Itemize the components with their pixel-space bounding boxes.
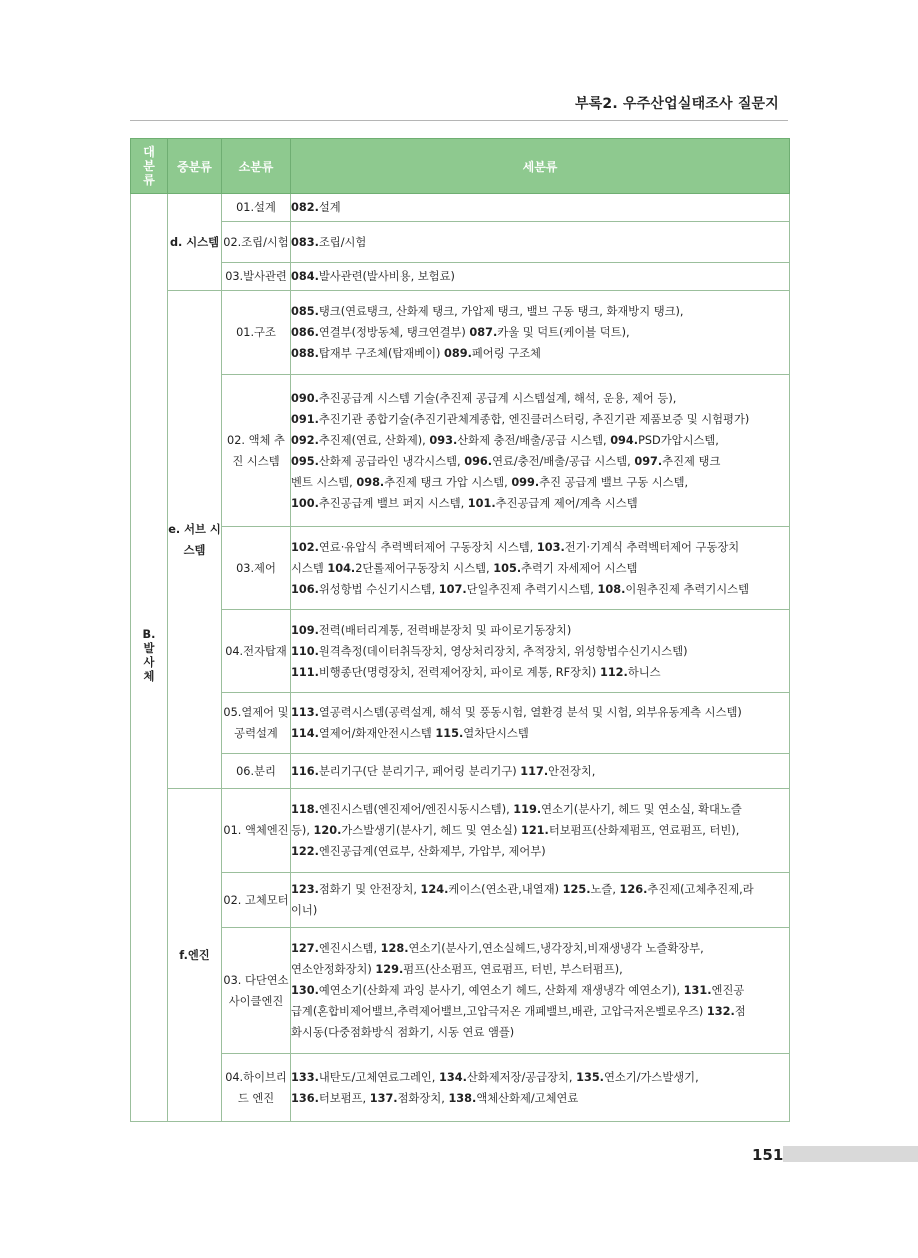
- detail-line: [291, 197, 789, 218]
- table-row: [131, 693, 790, 754]
- item-label: 엔진공급계(연료부, 산화제부, 가압부, 제어부): [318, 845, 546, 858]
- item-code: 112.: [599, 665, 628, 679]
- item-label: 화시동(다중점화방식 점화기, 시동 연료 앰플): [291, 1026, 515, 1039]
- item-label: 발사관련(발사비용, 보험료): [318, 270, 455, 283]
- item-code: 085.: [291, 305, 319, 318]
- item-code: 086.: [291, 326, 319, 339]
- small-category-cell: 02. 액체 추진 시스템: [222, 375, 291, 527]
- item-code: 125.: [562, 883, 591, 896]
- item-code: 109.: [291, 623, 319, 637]
- item-code: 091.: [291, 412, 319, 426]
- table-header-row: [131, 139, 790, 194]
- item-label: 탱크(연료탱크, 산화제 탱크, 가압제 탱크, 밸브 구동 탱크, 화재방지 탱크),: [318, 305, 684, 318]
- item-code: 128.: [380, 942, 409, 955]
- item-code: 123.: [291, 883, 319, 896]
- item-code: 089.: [444, 347, 472, 360]
- header-detail: 세분류: [291, 139, 790, 194]
- item-code: 113.: [291, 706, 319, 719]
- item-label: 터보펌프,: [318, 1091, 367, 1105]
- item-label: 산화제저장/공급장치,: [466, 1070, 573, 1084]
- detail-line: [291, 641, 789, 662]
- small-category-cell: 01.구조: [222, 291, 291, 375]
- item-code: 083.: [291, 235, 319, 249]
- item-label: 연료·유압식 추력벡터제어 구동장치 시스템,: [318, 540, 534, 554]
- item-label: 페어링 구조체: [471, 347, 541, 360]
- item-label: 엔진공: [711, 984, 745, 997]
- detail-line: [291, 841, 789, 862]
- item-label: 카울 및 덕트(케이블 덕트),: [497, 326, 630, 339]
- item-label: 추진기관 종합기술(추진기관체계종합, 엔진클러스터링, 추진기관 제품보증 및 시험평가): [318, 412, 750, 426]
- item-code: 117.: [520, 764, 549, 778]
- item-code: 107.: [438, 582, 467, 596]
- table-row: [131, 610, 790, 693]
- item-code: 088.: [291, 347, 319, 360]
- item-code: 132.: [706, 1005, 735, 1018]
- table-row: [131, 928, 790, 1054]
- detail-cell: [291, 291, 790, 375]
- item-label: 내탄도/고체연료그레인,: [318, 1070, 436, 1084]
- item-label: 연소기/가스발생기,: [603, 1070, 699, 1084]
- detail-line: [291, 723, 789, 744]
- detail-line: [291, 472, 789, 493]
- detail-line: [291, 388, 789, 409]
- item-label: 노즐,: [590, 883, 616, 896]
- detail-line: [291, 938, 789, 959]
- item-label: 추진제(연료, 산화제),: [318, 433, 426, 447]
- detail-line: [291, 980, 789, 1001]
- table-row: [131, 291, 790, 375]
- item-label: 엔진시스템,: [318, 942, 378, 955]
- header-middle: 중분류: [168, 139, 222, 194]
- item-label: 점: [734, 1005, 746, 1018]
- item-label: 열공력시스템(공력설계, 해석 및 풍동시험, 열환경 분석 및 시험, 외부유동계측 시스템): [318, 706, 742, 719]
- item-label: 추진 공급계 밸브 구동 시스템,: [539, 475, 689, 489]
- small-category-cell: 02. 고체모터: [222, 873, 291, 928]
- item-label: 추진공급계 제어/계측 시스템: [495, 496, 638, 510]
- item-label: 추진제(고체추진제,라: [647, 883, 754, 896]
- item-code: 111.: [291, 665, 319, 679]
- detail-line: [291, 322, 789, 343]
- table-row: [131, 754, 790, 789]
- table-row: [131, 1054, 790, 1122]
- item-label: 케이스(연소관,내열재): [448, 883, 560, 896]
- table-row: [131, 263, 790, 291]
- small-category-cell: 04.하이브리드 엔진: [222, 1054, 291, 1122]
- item-label: 추진제 탱크: [662, 454, 721, 468]
- item-label: 급계(혼합비제어밸브,추력제어밸브,고압극저온 개폐밸브,배관, 고압극저온벨로우즈): [291, 1005, 704, 1018]
- detail-cell: [291, 610, 790, 693]
- detail-line: [291, 662, 789, 683]
- small-category-cell: 03.발사관련: [222, 263, 291, 291]
- header-small: 소분류: [222, 139, 291, 194]
- item-code: 103.: [536, 540, 565, 554]
- classification-table: [130, 138, 790, 1122]
- item-label: 열제어/화재안전시스템: [318, 727, 432, 740]
- item-label: 연소기(분사기,연소실헤드,냉각장치,비재생냉각 노즐확장부,: [408, 942, 704, 955]
- item-code: 097.: [634, 454, 663, 468]
- item-code: 099.: [511, 475, 540, 489]
- header-divider: [130, 120, 788, 121]
- middle-category-cell: f.엔진: [168, 789, 222, 1122]
- item-code: 120.: [313, 824, 342, 837]
- item-label: 연소기(분사기, 헤드 및 연소실, 확대노즐: [541, 803, 742, 816]
- item-label: 2단롤제어구동장치 시스템,: [355, 561, 490, 575]
- item-label: 추진제 탱크 가압 시스템,: [384, 475, 508, 489]
- page-number: 151: [752, 1146, 784, 1164]
- item-code: 087.: [469, 326, 498, 339]
- item-label: 펌프(산소펌프, 연료펌프, 터빈, 부스터펌프),: [403, 963, 623, 976]
- table-row: [131, 222, 790, 263]
- item-label: 액체산화제/고체연료: [476, 1091, 579, 1105]
- item-code: 114.: [291, 727, 319, 740]
- item-code: 134.: [439, 1070, 467, 1084]
- detail-line: [291, 579, 789, 600]
- small-category-cell: 03. 다단연소사이클엔진: [222, 928, 291, 1054]
- item-label: 가스발생기(분사기, 헤드 및 연소실): [341, 824, 518, 837]
- detail-line: [291, 879, 789, 900]
- item-label: 열차단시스템: [463, 727, 529, 740]
- item-code: 102.: [291, 540, 319, 554]
- item-label: 추진공급계 시스템 기술(추진제 공급계 시스템설계, 해석, 운용, 제어 등),: [318, 391, 677, 405]
- table-row: [131, 194, 790, 222]
- item-label: 원격측정(데이터취득장치, 영상처리장치, 추적장치, 위성항법수신기시스템): [318, 644, 688, 658]
- item-code: 108.: [597, 582, 626, 596]
- item-label: 전력(배터리계통, 전력배분장치 및 파이로기동장치): [318, 623, 572, 637]
- item-label: PSD가압시스템,: [638, 433, 719, 447]
- item-code: 137.: [369, 1091, 398, 1105]
- detail-line: [291, 620, 789, 641]
- middle-category-cell: d. 시스템: [168, 194, 222, 291]
- item-code: 124.: [420, 883, 449, 896]
- detail-line: [291, 702, 789, 723]
- item-label: 이원추진제 추력기시스템: [625, 582, 749, 596]
- item-label: 점화기 및 안전장치,: [318, 883, 417, 896]
- item-code: 084.: [291, 270, 319, 283]
- item-label: 연료/충전/배출/공급 시스템,: [492, 454, 631, 468]
- detail-line: [291, 451, 789, 472]
- item-code: 116.: [291, 764, 319, 778]
- item-code: 093.: [429, 433, 458, 447]
- small-category-cell: 03.제어: [222, 527, 291, 610]
- item-label: 벤트 시스템,: [291, 475, 353, 489]
- major-category-cell: B. 발사체: [131, 194, 168, 1122]
- item-code: 126.: [619, 883, 648, 896]
- item-code: 110.: [291, 644, 319, 658]
- detail-line: [291, 959, 789, 980]
- table-row: [131, 873, 790, 928]
- item-label: 안전장치,: [548, 764, 596, 778]
- detail-cell: [291, 873, 790, 928]
- item-label: 연결부(정방동체, 탱크연결부): [318, 326, 466, 339]
- small-category-cell: 01. 액체엔진: [222, 789, 291, 873]
- item-code: 119.: [513, 803, 542, 816]
- item-code: 133.: [291, 1070, 319, 1084]
- item-label: 단일추진제 추력기시스템,: [466, 582, 594, 596]
- item-code: 136.: [291, 1091, 319, 1105]
- item-label: 터보펌프(산화제펌프, 연료펌프, 터빈),: [548, 824, 740, 837]
- item-code: 131.: [683, 984, 712, 997]
- detail-line: [291, 430, 789, 451]
- page-header-title: 부록2. 우주산업실태조사 질문지: [574, 96, 779, 112]
- detail-cell: [291, 789, 790, 873]
- detail-cell: [291, 527, 790, 610]
- item-code: 129.: [375, 963, 404, 976]
- item-code: 115.: [435, 727, 464, 740]
- item-label: 이너): [291, 904, 318, 917]
- item-label: 엔진시스템(엔진제어/엔진시동시스템),: [318, 803, 510, 816]
- detail-line: [291, 900, 789, 921]
- item-code: 127.: [291, 942, 319, 955]
- item-label: 위성항법 수신기시스템,: [318, 582, 436, 596]
- table-row: [131, 789, 790, 873]
- item-code: 138.: [448, 1091, 477, 1105]
- item-label: 예연소기(산화제 과잉 분사기, 예연소기 헤드, 산화제 재생냉각 예연소기),: [318, 984, 681, 997]
- detail-cell: [291, 754, 790, 789]
- item-code: 121.: [520, 824, 549, 837]
- item-code: 104.: [327, 561, 356, 575]
- small-category-cell: 05.열제어 및 공력설계: [222, 693, 291, 754]
- item-code: 101.: [467, 496, 496, 510]
- page-number-bar: [783, 1146, 918, 1162]
- item-label: 산화제 공급라인 냉각시스템,: [318, 454, 461, 468]
- item-code: 096.: [464, 454, 493, 468]
- item-code: 106.: [291, 582, 319, 596]
- item-label: 하니스: [627, 665, 661, 679]
- detail-line: [291, 343, 789, 364]
- detail-line: [291, 799, 789, 820]
- detail-line: [291, 301, 789, 322]
- detail-line: [291, 266, 789, 287]
- table-row: [131, 375, 790, 527]
- table-row: [131, 527, 790, 610]
- middle-category-cell: e. 서브 시스템: [168, 291, 222, 789]
- item-label: 비행종단(명령장치, 전력제어장치, 파이로 계통, RF장치): [318, 665, 597, 679]
- item-code: 118.: [291, 803, 319, 816]
- detail-line: [291, 820, 789, 841]
- item-code: 094.: [610, 433, 639, 447]
- detail-line: [291, 1067, 789, 1088]
- item-code: 082.: [291, 201, 319, 214]
- detail-cell: [291, 222, 790, 263]
- detail-line: [291, 761, 789, 782]
- detail-cell: [291, 693, 790, 754]
- detail-line: [291, 558, 789, 579]
- detail-line: [291, 1022, 789, 1043]
- item-code: 100.: [291, 496, 319, 510]
- detail-cell: [291, 263, 790, 291]
- item-code: 135.: [576, 1070, 604, 1084]
- item-label: 추력기 자세제어 시스템: [521, 561, 638, 575]
- item-code: 130.: [291, 984, 319, 997]
- detail-line: [291, 493, 789, 514]
- detail-line: [291, 1001, 789, 1022]
- item-label: 점화장치,: [397, 1091, 445, 1105]
- item-code: 105.: [493, 561, 522, 575]
- small-category-cell: 01.설계: [222, 194, 291, 222]
- item-label: 산화제 충전/배출/공급 시스템,: [457, 433, 607, 447]
- item-code: 092.: [291, 433, 319, 447]
- detail-line: [291, 409, 789, 430]
- item-code: 095.: [291, 454, 319, 468]
- item-label: 탑재부 구조체(탑재베이): [318, 347, 441, 360]
- item-label: 시스템: [291, 561, 324, 575]
- detail-line: [291, 232, 789, 253]
- small-category-cell: 06.분리: [222, 754, 291, 789]
- header-major: 대분류: [131, 139, 168, 194]
- small-category-cell: 02.조립/시험: [222, 222, 291, 263]
- item-code: 098.: [356, 475, 385, 489]
- item-label: 설계: [318, 201, 341, 214]
- item-label: 연소안정화장치): [291, 963, 372, 976]
- detail-line: [291, 1088, 789, 1109]
- detail-cell: [291, 1054, 790, 1122]
- detail-cell: [291, 928, 790, 1054]
- item-label: 조립/시험: [318, 235, 367, 249]
- detail-line: [291, 537, 789, 558]
- detail-cell: [291, 375, 790, 527]
- item-label: 추진공급계 밸브 퍼지 시스템,: [318, 496, 465, 510]
- small-category-cell: 04.전자탑재: [222, 610, 291, 693]
- item-label: 분리기구(단 분리기구, 페어링 분리기구): [318, 764, 517, 778]
- detail-cell: [291, 194, 790, 222]
- item-code: 122.: [291, 845, 319, 858]
- item-code: 090.: [291, 391, 319, 405]
- item-label: 등),: [291, 824, 310, 837]
- item-label: 전기·기계식 추력벡터제어 구동장치: [564, 540, 740, 554]
